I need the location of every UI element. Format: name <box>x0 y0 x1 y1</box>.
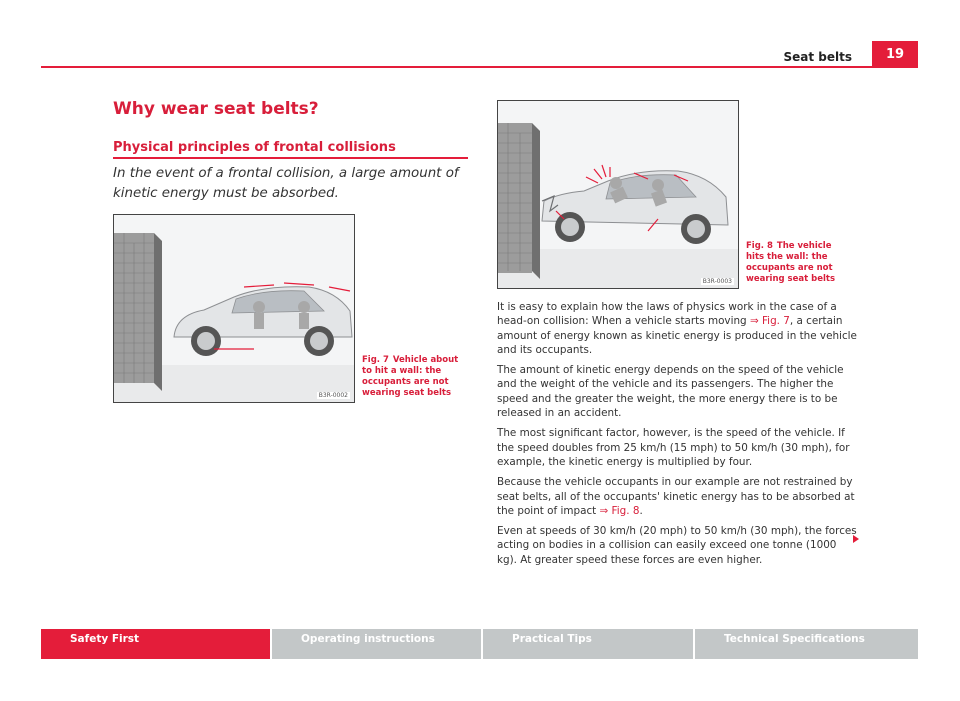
fig-8-reference-link[interactable]: ⇒ Fig. 8 <box>599 504 640 517</box>
body-text-segment: Because the vehicle occupants in our example are not restrained by seat belts, all of the occupants' kinetic energy has to be absorbed at the point of impact <box>497 476 855 517</box>
figure-8-image <box>497 100 739 289</box>
header-rule <box>41 66 918 68</box>
figure-8-number: Fig. 8 <box>746 241 773 251</box>
section-subtitle: Physical principles of frontal collisions <box>113 140 468 159</box>
car-approaching-wall-illustration <box>114 215 354 402</box>
section-title: Why wear seat belts? <box>113 99 319 119</box>
page-number: 19 <box>872 41 918 67</box>
fig-7-reference-link[interactable]: ⇒ Fig. 7 <box>749 315 790 328</box>
tab-operating-instructions[interactable]: Operating instructions <box>272 629 483 659</box>
continue-arrow-icon <box>853 535 859 543</box>
body-text-segment: . <box>639 504 643 517</box>
tab-technical-specifications[interactable]: Technical Specifications <box>695 629 918 659</box>
body-paragraph: The amount of kinetic energy depends on the speed of the vehicle and the weight of the vehicle and its passengers. The higher the speed and the greater the weight, the more energy there is to be released in an accident. <box>497 364 844 420</box>
tab-practical-tips[interactable]: Practical Tips <box>483 629 695 659</box>
figure-7-number: Fig. 7 <box>362 355 389 365</box>
figure-7-caption <box>362 355 466 399</box>
body-text-segment: , a certain amount of energy known as kinetic energy is produced in the vehicle and its occupants. <box>497 315 857 356</box>
tab-safety-first[interactable]: Safety First <box>41 629 272 659</box>
figure-8-caption-text: The vehicle hits the wall: the occupants are not wearing seat belts <box>746 241 836 284</box>
intro-paragraph: In the event of a frontal collision, a large amount of kinetic energy must be absorbed. <box>113 166 459 201</box>
footer-nav <box>41 629 918 659</box>
figure-7-caption-text: Vehicle about to hit a wall: the occupants are not wearing seat belts <box>362 355 459 398</box>
body-text <box>497 300 857 573</box>
body-paragraph <box>497 475 857 518</box>
body-text-segment: It is easy to explain how the laws of physics work in the case of a head-on collision: When a vehicle starts moving <box>497 301 837 328</box>
figure-8-caption <box>746 241 850 285</box>
body-paragraph: The most significant factor, however, is the speed of the vehicle. If the speed doubles from 25 km/h (15 mph) to 50 km/h (30 mph), for example, the kinetic energy is multiplied by four. <box>497 427 850 468</box>
figure-7-image <box>113 214 355 403</box>
car-crashed-into-wall-illustration <box>498 101 738 288</box>
body-paragraph: Even at speeds of 30 km/h (20 mph) to 50 km/h (30 mph), the forces acting on bodies in a collision can easily exceed one tonne (1000 kg). At greater speed these forces are even higher. <box>497 525 857 566</box>
figure-7-code: B3R-0002 <box>318 392 348 399</box>
brick-wall <box>498 123 540 279</box>
figure-8-code: B3R-0003 <box>702 278 732 285</box>
running-title: Seat belts <box>783 50 852 64</box>
brick-wall <box>114 233 162 391</box>
body-paragraph <box>497 300 857 357</box>
